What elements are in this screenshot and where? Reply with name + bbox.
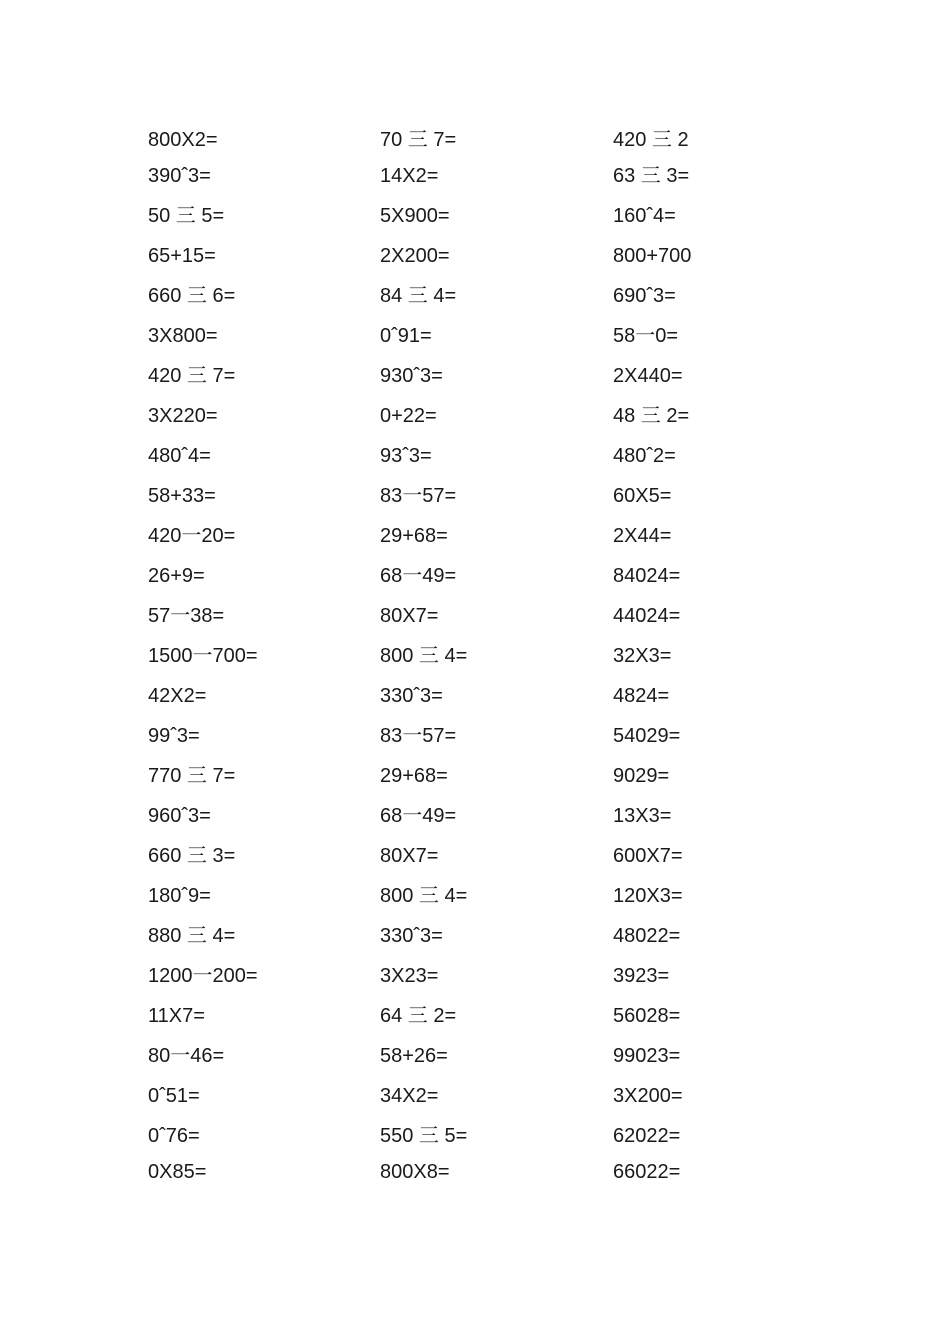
math-problem: 3X23= bbox=[380, 965, 439, 987]
math-problem: 960ˆ3= bbox=[148, 805, 211, 827]
math-problem: 1500一700= bbox=[148, 645, 258, 667]
math-problem: 62022= bbox=[613, 1125, 681, 1147]
math-problem: 0ˆ51= bbox=[148, 1085, 200, 1107]
math-problem: 64 三 2= bbox=[380, 1005, 457, 1027]
math-problem: 0ˆ91= bbox=[380, 325, 432, 347]
math-problem: 80X7= bbox=[380, 845, 439, 867]
math-problem: 180ˆ9= bbox=[148, 885, 211, 907]
math-problem: 80X7= bbox=[380, 605, 439, 627]
problem-column-2 bbox=[380, 124, 600, 1196]
math-problem: 800+700 bbox=[613, 245, 692, 267]
math-problem: 48022= bbox=[613, 925, 681, 947]
math-problem: 420一20= bbox=[148, 525, 236, 547]
math-problem: 0ˆ76= bbox=[148, 1125, 200, 1147]
math-problem: 99ˆ3= bbox=[148, 725, 200, 747]
math-problem: 770 三 7= bbox=[148, 765, 236, 787]
math-problem: 3923= bbox=[613, 965, 670, 987]
math-problem: 14X2= bbox=[380, 165, 439, 187]
math-problem: 330ˆ3= bbox=[380, 925, 443, 947]
math-problem: 660 三 3= bbox=[148, 845, 236, 867]
math-problem: 63 三 3= bbox=[613, 165, 690, 187]
math-problem: 9029= bbox=[613, 765, 670, 787]
math-problem: 4824= bbox=[613, 685, 670, 707]
math-problem: 800X2= bbox=[148, 129, 218, 151]
math-problem: 880 三 4= bbox=[148, 925, 236, 947]
math-problem: 54029= bbox=[613, 725, 681, 747]
math-problem: 660 三 6= bbox=[148, 285, 236, 307]
math-problem: 99023= bbox=[613, 1045, 681, 1067]
math-problem: 690ˆ3= bbox=[613, 285, 676, 307]
math-problem: 480ˆ2= bbox=[613, 445, 676, 467]
math-problem: 390ˆ3= bbox=[148, 165, 211, 187]
math-problem: 420 三 7= bbox=[148, 365, 236, 387]
math-problem: 70 三 7= bbox=[380, 129, 457, 151]
math-problem: 83一57= bbox=[380, 485, 457, 507]
math-problem: 29+68= bbox=[380, 765, 448, 787]
math-problem: 2X440= bbox=[613, 365, 683, 387]
math-problem: 800 三 4= bbox=[380, 885, 468, 907]
math-problem: 600X7= bbox=[613, 845, 683, 867]
math-problem: 44024= bbox=[613, 605, 681, 627]
math-problem: 480ˆ4= bbox=[148, 445, 211, 467]
math-problem: 0+22= bbox=[380, 405, 437, 427]
math-problem: 11X7= bbox=[148, 1005, 205, 1027]
math-problem: 84024= bbox=[613, 565, 681, 587]
math-problem: 3X800= bbox=[148, 325, 218, 347]
math-problem: 800 三 4= bbox=[380, 645, 468, 667]
math-problem: 65+15= bbox=[148, 245, 216, 267]
math-problem: 0X85= bbox=[148, 1161, 207, 1183]
math-problem: 32X3= bbox=[613, 645, 672, 667]
math-problem: 50 三 5= bbox=[148, 205, 225, 227]
math-problem: 1200一200= bbox=[148, 965, 258, 987]
math-problem: 120X3= bbox=[613, 885, 683, 907]
math-problem: 420 三 2 bbox=[613, 129, 689, 151]
math-problem: 56028= bbox=[613, 1005, 681, 1027]
math-problem: 42X2= bbox=[148, 685, 207, 707]
math-problem: 3X200= bbox=[613, 1085, 683, 1107]
math-problem: 68一49= bbox=[380, 565, 457, 587]
math-problem: 550 三 5= bbox=[380, 1125, 468, 1147]
math-problem: 800X8= bbox=[380, 1161, 450, 1183]
math-problem: 48 三 2= bbox=[613, 405, 690, 427]
math-problem: 930ˆ3= bbox=[380, 365, 443, 387]
math-problem: 34X2= bbox=[380, 1085, 439, 1107]
math-problem: 13X3= bbox=[613, 805, 672, 827]
math-problem: 68一49= bbox=[380, 805, 457, 827]
math-problem: 5X900= bbox=[380, 205, 450, 227]
math-problem: 83一57= bbox=[380, 725, 457, 747]
math-problem: 58+33= bbox=[148, 485, 216, 507]
math-problem: 26+9= bbox=[148, 565, 205, 587]
math-problem: 60X5= bbox=[613, 485, 672, 507]
math-problem: 2X200= bbox=[380, 245, 450, 267]
math-problem: 93ˆ3= bbox=[380, 445, 432, 467]
math-problem: 58+26= bbox=[380, 1045, 448, 1067]
math-problem: 80一46= bbox=[148, 1045, 225, 1067]
problem-column-3 bbox=[613, 124, 833, 1196]
math-problem: 66022= bbox=[613, 1161, 681, 1183]
math-problem: 2X44= bbox=[613, 525, 672, 547]
math-problem: 160ˆ4= bbox=[613, 205, 676, 227]
math-problem: 330ˆ3= bbox=[380, 685, 443, 707]
math-problem: 84 三 4= bbox=[380, 285, 457, 307]
math-problem: 3X220= bbox=[148, 405, 218, 427]
math-problem: 29+68= bbox=[380, 525, 448, 547]
math-problem: 57一38= bbox=[148, 605, 225, 627]
problem-column-1 bbox=[148, 124, 368, 1196]
math-problem: 58一0= bbox=[613, 325, 679, 347]
